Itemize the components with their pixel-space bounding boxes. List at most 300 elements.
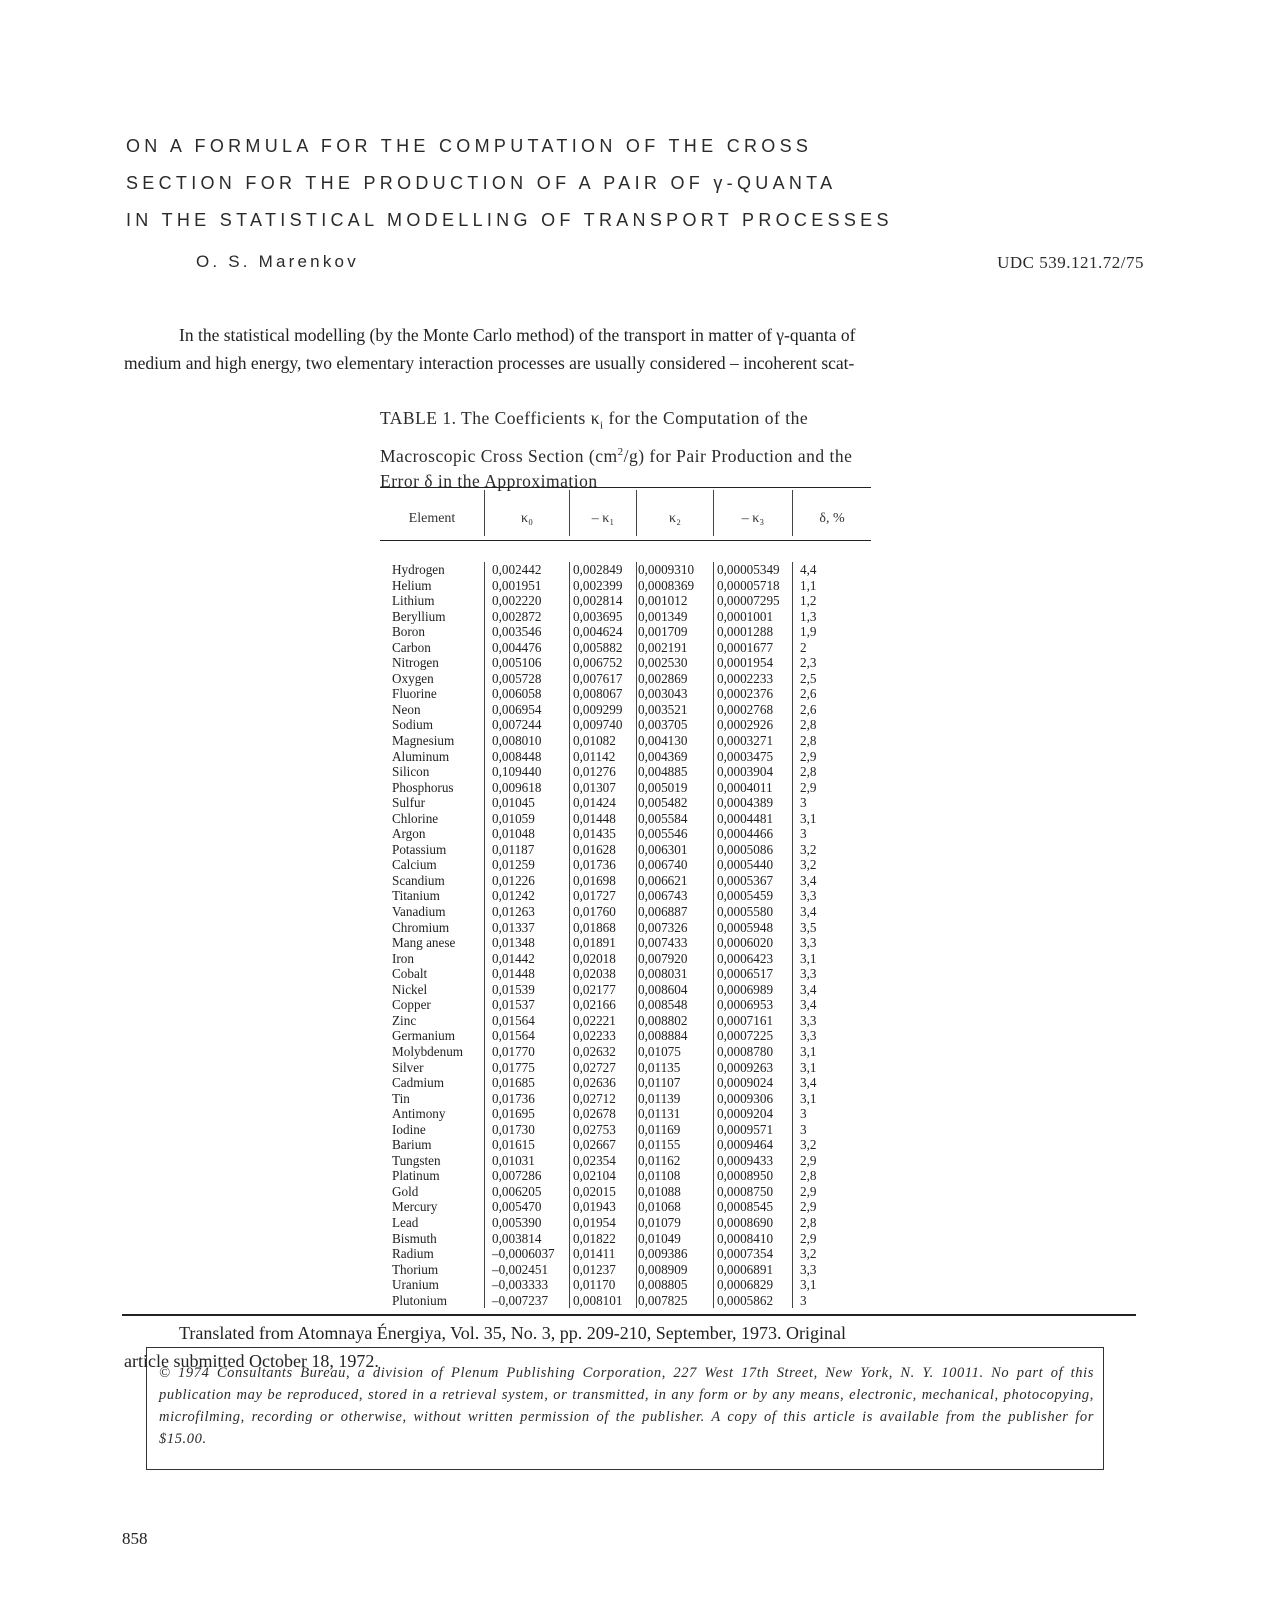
cell-delta: 3,1 bbox=[800, 1277, 817, 1293]
cell-kappa0: 0,002220 bbox=[492, 593, 542, 609]
header-divider bbox=[792, 490, 793, 536]
cell-kappa3: 0,0006020 bbox=[717, 935, 774, 951]
cell-element: Lead bbox=[392, 1214, 419, 1230]
udc-code: UDC 539.121.72/75 bbox=[997, 253, 1144, 272]
cell-kappa0: 0,005390 bbox=[492, 1214, 542, 1230]
cell-element: Zinc bbox=[392, 1012, 417, 1028]
cell-kappa0: –0,007237 bbox=[492, 1292, 549, 1308]
cell-element: Beryllium bbox=[392, 608, 446, 624]
cell-delta: 2,9 bbox=[800, 779, 817, 795]
cell-kappa2: 0,009386 bbox=[638, 1246, 688, 1262]
cell-kappa3: 0,0001001 bbox=[717, 608, 774, 624]
intro-paragraph bbox=[124, 321, 1136, 377]
cell-element: Titanium bbox=[392, 888, 440, 904]
cell-delta: 3,1 bbox=[800, 1059, 817, 1075]
cell-kappa1: 0,01424 bbox=[573, 795, 616, 811]
cell-element: Plutonium bbox=[392, 1292, 447, 1308]
cell-kappa0: 0,007286 bbox=[492, 1168, 542, 1184]
cell-element: Silver bbox=[392, 1059, 424, 1075]
table-top-rule bbox=[380, 487, 871, 488]
caption-middle: for the Computation of the Macroscopic Cross Section (cm bbox=[380, 408, 809, 466]
cell-kappa1: 0,02038 bbox=[573, 966, 616, 982]
cell-kappa1: 0,01736 bbox=[573, 857, 616, 873]
cell-kappa0: 0,002872 bbox=[492, 608, 542, 624]
cell-kappa2: 0,0008369 bbox=[638, 577, 695, 593]
cell-kappa2: 0,008909 bbox=[638, 1261, 688, 1277]
cell-kappa2: 0,01139 bbox=[638, 1090, 681, 1106]
cell-kappa0: 0,01770 bbox=[492, 1043, 535, 1059]
cell-kappa1: 0,02233 bbox=[573, 1028, 616, 1044]
intro-line-1: In the statistical modelling (by the Monte Carlo method) of the transport in matter of γ-quanta of bbox=[179, 325, 856, 345]
cell-kappa3: 0,0007161 bbox=[717, 1012, 774, 1028]
cell-kappa1: 0,02166 bbox=[573, 997, 616, 1013]
cell-kappa2: 0,005584 bbox=[638, 810, 688, 826]
cell-kappa3: 0,0005440 bbox=[717, 857, 774, 873]
cell-kappa3: 0,00005349 bbox=[717, 562, 780, 577]
cell-delta: 2,9 bbox=[800, 1230, 817, 1246]
cell-kappa3: 0,0003475 bbox=[717, 748, 774, 764]
cell-kappa0: 0,01348 bbox=[492, 935, 535, 951]
cell-kappa0: 0,109440 bbox=[492, 764, 542, 780]
cell-kappa1: 0,02177 bbox=[573, 981, 616, 997]
cell-kappa2: 0,008802 bbox=[638, 1012, 688, 1028]
cell-delta: 3,2 bbox=[800, 841, 817, 857]
cell-kappa2: 0,01131 bbox=[638, 1106, 681, 1122]
cell-kappa0: 0,004476 bbox=[492, 639, 542, 655]
cell-element: Iodine bbox=[392, 1121, 426, 1137]
cell-element: Argon bbox=[392, 826, 426, 842]
cell-kappa3: 0,0006829 bbox=[717, 1277, 774, 1293]
cell-element: Iron bbox=[392, 950, 414, 966]
caption-superscript: 2 bbox=[617, 445, 624, 458]
cell-element: Copper bbox=[392, 997, 431, 1013]
cell-delta: 2,9 bbox=[800, 1199, 817, 1215]
cell-kappa3: 0,0009204 bbox=[717, 1106, 774, 1122]
cell-kappa2: 0,01068 bbox=[638, 1199, 681, 1215]
cell-element: Tin bbox=[392, 1090, 410, 1106]
column-kappa1 bbox=[573, 562, 637, 1308]
cell-kappa2: 0,001012 bbox=[638, 593, 688, 609]
header-divider bbox=[569, 490, 570, 536]
cell-kappa3: 0,0001288 bbox=[717, 624, 774, 640]
cell-kappa3: 0,0007354 bbox=[717, 1246, 774, 1262]
cell-kappa2: 0,008031 bbox=[638, 966, 688, 982]
cell-kappa0: 0,01615 bbox=[492, 1137, 535, 1153]
cell-kappa1: 0,01954 bbox=[573, 1214, 616, 1230]
cell-kappa0: 0,01059 bbox=[492, 810, 535, 826]
cell-kappa0: –0,0006037 bbox=[492, 1246, 555, 1262]
cell-element: Tungsten bbox=[392, 1152, 441, 1168]
title-line-3: IN THE STATISTICAL MODELLING OF TRANSPORT PROCESSES bbox=[126, 210, 893, 230]
cell-delta: 3,1 bbox=[800, 950, 817, 966]
cell-element: Oxygen bbox=[392, 670, 434, 686]
cell-kappa2: 0,008884 bbox=[638, 1028, 688, 1044]
cell-delta: 2,3 bbox=[800, 655, 817, 671]
copyright-box bbox=[146, 1347, 1104, 1470]
cell-delta: 2,8 bbox=[800, 733, 817, 749]
cell-kappa2: 0,003705 bbox=[638, 717, 688, 733]
cell-kappa0: 0,01442 bbox=[492, 950, 535, 966]
cell-kappa1: 0,02727 bbox=[573, 1059, 616, 1075]
cell-kappa1: 0,02753 bbox=[573, 1121, 616, 1137]
cell-kappa1: 0,01727 bbox=[573, 888, 616, 904]
cell-kappa3: 0,0006989 bbox=[717, 981, 774, 997]
cell-kappa3: 0,0003904 bbox=[717, 764, 774, 780]
cell-element: Cadmium bbox=[392, 1075, 445, 1091]
cell-kappa3: 0,0005086 bbox=[717, 841, 774, 857]
cell-kappa0: 0,01337 bbox=[492, 919, 535, 935]
cell-delta: 3,4 bbox=[800, 981, 817, 997]
table-caption bbox=[380, 405, 880, 494]
cell-kappa3: 0,0009571 bbox=[717, 1121, 774, 1137]
cell-kappa3: 0,0008410 bbox=[717, 1230, 774, 1246]
cell-kappa0: 0,01695 bbox=[492, 1106, 535, 1122]
cell-kappa1: 0,01411 bbox=[573, 1246, 616, 1262]
cell-kappa2: 0,006301 bbox=[638, 841, 688, 857]
cell-delta: 3,3 bbox=[800, 935, 817, 951]
caption-kappa: κ bbox=[590, 408, 601, 428]
cell-kappa3: 0,00005718 bbox=[717, 577, 780, 593]
cell-kappa0: 0,005106 bbox=[492, 655, 542, 671]
cell-element: Lithium bbox=[392, 593, 435, 609]
cell-element: Potassium bbox=[392, 841, 447, 857]
cell-element: Molybdenum bbox=[392, 1043, 464, 1059]
cell-element: Boron bbox=[392, 624, 425, 640]
cell-kappa3: 0,0002768 bbox=[717, 701, 774, 717]
cell-kappa2: 0,01075 bbox=[638, 1043, 681, 1059]
cell-kappa1: 0,01082 bbox=[573, 733, 616, 749]
header-kappa0: κ₀ bbox=[521, 511, 533, 526]
cell-element: Magnesium bbox=[392, 733, 455, 749]
caption-prefix: TABLE 1. The Coefficients bbox=[380, 408, 591, 428]
cell-kappa3: 0,0001677 bbox=[717, 639, 774, 655]
cell-delta: 3,4 bbox=[800, 1075, 817, 1091]
cell-delta: 3 bbox=[800, 1106, 807, 1122]
title-line-1: ON A FORMULA FOR THE COMPUTATION OF THE CROSS bbox=[126, 136, 813, 156]
cell-element: Antimony bbox=[392, 1106, 446, 1122]
cell-kappa1: 0,02712 bbox=[573, 1090, 616, 1106]
cell-kappa2: 0,01162 bbox=[638, 1152, 681, 1168]
cell-kappa3: 0,0002376 bbox=[717, 686, 774, 702]
cell-kappa1: 0,01868 bbox=[573, 919, 616, 935]
cell-kappa1: 0,02018 bbox=[573, 950, 616, 966]
cell-element: Sodium bbox=[392, 717, 434, 733]
cell-kappa2: 0,01079 bbox=[638, 1214, 681, 1230]
header-divider bbox=[484, 490, 485, 536]
header-kappa3: – κ₃ bbox=[741, 511, 765, 526]
cell-kappa3: 0,0004389 bbox=[717, 795, 774, 811]
cell-kappa3: 0,0006517 bbox=[717, 966, 774, 982]
cell-delta: 3 bbox=[800, 1292, 807, 1308]
translation-line-2: article submitted October 18, 1972. bbox=[124, 1351, 379, 1371]
column-delta bbox=[800, 562, 870, 1308]
cell-kappa2: 0,003521 bbox=[638, 701, 688, 717]
cell-kappa1: 0,01276 bbox=[573, 764, 616, 780]
cell-kappa3: 0,0008950 bbox=[717, 1168, 774, 1184]
cell-kappa1: 0,007617 bbox=[573, 670, 623, 686]
cell-kappa2: 0,007825 bbox=[638, 1292, 688, 1308]
caption-end: /g) for Pair Production and the Error δ in the Approximation bbox=[380, 445, 853, 492]
cell-delta: 2,5 bbox=[800, 670, 817, 686]
cell-kappa3: 0,0005948 bbox=[717, 919, 774, 935]
cell-element: Hydrogen bbox=[392, 562, 445, 577]
cell-delta: 3,1 bbox=[800, 1043, 817, 1059]
cell-delta: 3 bbox=[800, 826, 807, 842]
cell-kappa0: 0,003546 bbox=[492, 624, 542, 640]
cell-kappa3: 0,0005459 bbox=[717, 888, 774, 904]
cell-kappa2: 0,01169 bbox=[638, 1121, 681, 1137]
cell-kappa2: 0,002530 bbox=[638, 655, 688, 671]
column-kappa3 bbox=[717, 562, 799, 1308]
cell-kappa1: 0,01448 bbox=[573, 810, 616, 826]
cell-kappa3: 0,0002233 bbox=[717, 670, 774, 686]
header-kappa1: – κ₁ bbox=[591, 511, 615, 526]
header-delta: δ, % bbox=[819, 511, 845, 526]
cell-kappa1: 0,01435 bbox=[573, 826, 616, 842]
cell-kappa0: 0,01045 bbox=[492, 795, 535, 811]
translation-line-1: Translated from Atomnaya Énergiya, Vol. 35, No. 3, pp. 209-210, September, 1973. Original bbox=[179, 1323, 847, 1343]
cell-kappa3: 0,0008690 bbox=[717, 1214, 774, 1230]
author-name: O. S. Marenkov bbox=[196, 252, 359, 271]
cell-kappa2: 0,008805 bbox=[638, 1277, 688, 1293]
header-divider bbox=[713, 490, 714, 536]
cell-kappa2: 0,002869 bbox=[638, 670, 688, 686]
cell-element: Mercury bbox=[392, 1199, 438, 1215]
cell-element: Cobalt bbox=[392, 966, 428, 982]
cell-kappa2: 0,01088 bbox=[638, 1183, 681, 1199]
cell-element: Neon bbox=[392, 701, 421, 717]
cell-delta: 3,1 bbox=[800, 1090, 817, 1106]
cell-kappa2: 0,001709 bbox=[638, 624, 688, 640]
cell-kappa1: 0,01142 bbox=[573, 748, 616, 764]
header-kappa2: κ₂ bbox=[669, 511, 681, 526]
copyright-text: © 1974 Consultants Bureau, a division of Plenum Publishing Corporation, 227 West 17th Street, New York, N. Y. 10011. No part of this publication may be reproduced, stored in a retrieval system, or transmitted, in any form or by any means, electronic, mechanical, photocopying, microfilming, recording or otherwise, without written permission of the publisher. A copy of this article is available from the publisher for $15.00. bbox=[159, 1365, 1094, 1447]
cell-element: Chromium bbox=[392, 919, 450, 935]
cell-element: Radium bbox=[392, 1246, 434, 1262]
cell-delta: 2 bbox=[800, 639, 807, 655]
column-kappa2 bbox=[638, 562, 716, 1308]
cell-kappa3: 0,0009306 bbox=[717, 1090, 774, 1106]
cell-kappa0: 0,01730 bbox=[492, 1121, 535, 1137]
cell-element: Carbon bbox=[392, 639, 431, 655]
cell-kappa2: 0,008604 bbox=[638, 981, 688, 997]
cell-element: Sulfur bbox=[392, 795, 425, 811]
cell-kappa0: 0,006205 bbox=[492, 1183, 542, 1199]
cell-kappa2: 0,004885 bbox=[638, 764, 688, 780]
cell-delta: 3,3 bbox=[800, 1012, 817, 1028]
cell-delta: 2,6 bbox=[800, 701, 817, 717]
cell-kappa3: 0,0004011 bbox=[717, 779, 773, 795]
cell-delta: 3,1 bbox=[800, 810, 817, 826]
cell-delta: 2,9 bbox=[800, 1183, 817, 1199]
cell-kappa1: 0,01170 bbox=[573, 1277, 616, 1293]
cell-kappa0: 0,01031 bbox=[492, 1152, 535, 1168]
cell-kappa0: 0,01048 bbox=[492, 826, 535, 842]
cell-kappa2: 0,003043 bbox=[638, 686, 688, 702]
caption-kappa-subscript: i bbox=[600, 419, 604, 432]
cell-delta: 3,4 bbox=[800, 872, 817, 888]
cell-element: Thorium bbox=[392, 1261, 439, 1277]
cell-element: Calcium bbox=[392, 857, 437, 873]
cell-element: Nickel bbox=[392, 981, 428, 997]
cell-kappa2: 0,006887 bbox=[638, 904, 688, 920]
cell-kappa0: 0,01685 bbox=[492, 1075, 535, 1091]
cell-kappa3: 0,0008750 bbox=[717, 1183, 774, 1199]
cell-kappa3: 0,0006891 bbox=[717, 1261, 774, 1277]
cell-kappa0: 0,01242 bbox=[492, 888, 535, 904]
cell-delta: 3,3 bbox=[800, 966, 817, 982]
cell-kappa3: 0,0009024 bbox=[717, 1075, 774, 1091]
cell-delta: 2,9 bbox=[800, 1152, 817, 1168]
cell-kappa3: 0,0001954 bbox=[717, 655, 774, 671]
cell-kappa1: 0,002849 bbox=[573, 562, 623, 577]
cell-kappa0: 0,008448 bbox=[492, 748, 542, 764]
cell-kappa0: 0,01263 bbox=[492, 904, 535, 920]
cell-kappa1: 0,01891 bbox=[573, 935, 616, 951]
cell-kappa2: 0,01107 bbox=[638, 1075, 681, 1091]
cell-kappa0: –0,003333 bbox=[492, 1277, 549, 1293]
cell-delta: 3,3 bbox=[800, 1028, 817, 1044]
cell-element: Silicon bbox=[392, 764, 430, 780]
cell-kappa1: 0,02667 bbox=[573, 1137, 616, 1153]
cell-delta: 2,8 bbox=[800, 1168, 817, 1184]
cell-kappa0: 0,009618 bbox=[492, 779, 542, 795]
cell-delta: 2,8 bbox=[800, 717, 817, 733]
cell-delta: 1,2 bbox=[800, 593, 817, 609]
cell-kappa0: 0,01259 bbox=[492, 857, 535, 873]
cell-kappa1: 0,01943 bbox=[573, 1199, 616, 1215]
cell-kappa1: 0,006752 bbox=[573, 655, 623, 671]
cell-kappa2: 0,005019 bbox=[638, 779, 688, 795]
cell-kappa1: 0,02354 bbox=[573, 1152, 616, 1168]
cell-element: Barium bbox=[392, 1137, 432, 1153]
cell-kappa3: 0,0004481 bbox=[717, 810, 774, 826]
cell-kappa0: 0,01564 bbox=[492, 1028, 535, 1044]
cell-kappa2: 0,008548 bbox=[638, 997, 688, 1013]
cell-element: Fluorine bbox=[392, 686, 437, 702]
cell-kappa0: 0,01564 bbox=[492, 1012, 535, 1028]
cell-kappa0: 0,006954 bbox=[492, 701, 542, 717]
cell-kappa0: 0,01187 bbox=[492, 841, 535, 857]
cell-kappa2: 0,005482 bbox=[638, 795, 688, 811]
cell-element: Uranium bbox=[392, 1277, 439, 1293]
cell-kappa2: 0,002191 bbox=[638, 639, 688, 655]
cell-kappa1: 0,02632 bbox=[573, 1043, 616, 1059]
cell-delta: 2,6 bbox=[800, 686, 817, 702]
cell-kappa3: 0,0008780 bbox=[717, 1043, 774, 1059]
cell-kappa2: 0,01155 bbox=[638, 1137, 681, 1153]
page-number: 858 bbox=[122, 1529, 148, 1548]
cell-delta: 3 bbox=[800, 795, 807, 811]
cell-kappa0: 0,007244 bbox=[492, 717, 542, 733]
cell-kappa1: 0,02015 bbox=[573, 1183, 616, 1199]
article-title bbox=[126, 128, 1126, 239]
cell-element: Phosphorus bbox=[392, 779, 454, 795]
cell-kappa3: 0,0004466 bbox=[717, 826, 774, 842]
cell-delta: 3,4 bbox=[800, 904, 817, 920]
cell-kappa1: 0,01760 bbox=[573, 904, 616, 920]
cell-kappa2: 0,005546 bbox=[638, 826, 688, 842]
cell-element: Helium bbox=[392, 577, 432, 593]
cell-kappa3: 0,0005580 bbox=[717, 904, 774, 920]
cell-kappa1: 0,01822 bbox=[573, 1230, 616, 1246]
cell-kappa2: 0,006621 bbox=[638, 872, 688, 888]
cell-kappa3: 0,0008545 bbox=[717, 1199, 774, 1215]
cell-kappa0: 0,005470 bbox=[492, 1199, 542, 1215]
cell-delta: 3,2 bbox=[800, 1137, 817, 1153]
cell-element: Bismuth bbox=[392, 1230, 437, 1246]
cell-kappa3: 0,0009433 bbox=[717, 1152, 774, 1168]
cell-element: Gold bbox=[392, 1183, 419, 1199]
cell-delta: 1,9 bbox=[800, 624, 817, 640]
cell-kappa1: 0,003695 bbox=[573, 608, 623, 624]
cell-kappa0: 0,006058 bbox=[492, 686, 542, 702]
cell-kappa3: 0,0009263 bbox=[717, 1059, 774, 1075]
cell-kappa1: 0,009299 bbox=[573, 701, 623, 717]
cell-kappa0: 0,01539 bbox=[492, 981, 535, 997]
cell-kappa2: 0,004130 bbox=[638, 733, 688, 749]
cell-kappa1: 0,004624 bbox=[573, 624, 623, 640]
cell-kappa3: 0,0003271 bbox=[717, 733, 774, 749]
cell-kappa1: 0,005882 bbox=[573, 639, 623, 655]
cell-kappa2: 0,0009310 bbox=[638, 562, 695, 577]
cell-delta: 4,4 bbox=[800, 562, 817, 577]
cell-delta: 1,1 bbox=[800, 577, 817, 593]
cell-delta: 1,3 bbox=[800, 608, 817, 624]
cell-kappa3: 0,00007295 bbox=[717, 593, 780, 609]
cell-kappa3: 0,0006423 bbox=[717, 950, 774, 966]
cell-kappa1: 0,002399 bbox=[573, 577, 623, 593]
cell-kappa0: 0,003814 bbox=[492, 1230, 542, 1246]
cell-kappa0: 0,005728 bbox=[492, 670, 542, 686]
cell-kappa0: –0,002451 bbox=[492, 1261, 549, 1277]
cell-kappa1: 0,01307 bbox=[573, 779, 616, 795]
cell-kappa2: 0,004369 bbox=[638, 748, 688, 764]
cell-kappa0: 0,01736 bbox=[492, 1090, 535, 1106]
cell-element: Germanium bbox=[392, 1028, 455, 1044]
cell-kappa2: 0,007433 bbox=[638, 935, 688, 951]
cell-kappa1: 0,008101 bbox=[573, 1292, 623, 1308]
cell-kappa3: 0,0006953 bbox=[717, 997, 774, 1013]
cell-kappa2: 0,001349 bbox=[638, 608, 688, 624]
cell-kappa2: 0,01049 bbox=[638, 1230, 681, 1246]
cell-element: Platinum bbox=[392, 1168, 440, 1184]
cell-element: Mang anese bbox=[392, 935, 456, 951]
footer-rule bbox=[122, 1314, 1136, 1316]
cell-kappa1: 0,002814 bbox=[573, 593, 623, 609]
header-element: Element bbox=[408, 511, 456, 526]
cell-kappa1: 0,01237 bbox=[573, 1261, 616, 1277]
cell-kappa0: 0,01448 bbox=[492, 966, 535, 982]
cell-kappa3: 0,0005862 bbox=[717, 1292, 774, 1308]
cell-kappa0: 0,01537 bbox=[492, 997, 535, 1013]
header-divider bbox=[636, 490, 637, 536]
cell-kappa0: 0,001951 bbox=[492, 577, 542, 593]
cell-delta: 3,5 bbox=[800, 919, 817, 935]
cell-delta: 3,2 bbox=[800, 857, 817, 873]
column-kappa0 bbox=[492, 562, 572, 1308]
cell-element: Vanadium bbox=[392, 904, 446, 920]
cell-kappa1: 0,01628 bbox=[573, 841, 616, 857]
cell-delta: 2,9 bbox=[800, 748, 817, 764]
cell-delta: 3,3 bbox=[800, 888, 817, 904]
cell-delta: 2,8 bbox=[800, 764, 817, 780]
cell-kappa0: 0,002442 bbox=[492, 562, 542, 577]
cell-kappa3: 0,0009464 bbox=[717, 1137, 774, 1153]
cell-element: Nitrogen bbox=[392, 655, 439, 671]
cell-kappa0: 0,008010 bbox=[492, 733, 542, 749]
intro-line-2: medium and high energy, two elementary interaction processes are usually considered – incoherent scat- bbox=[124, 353, 855, 373]
